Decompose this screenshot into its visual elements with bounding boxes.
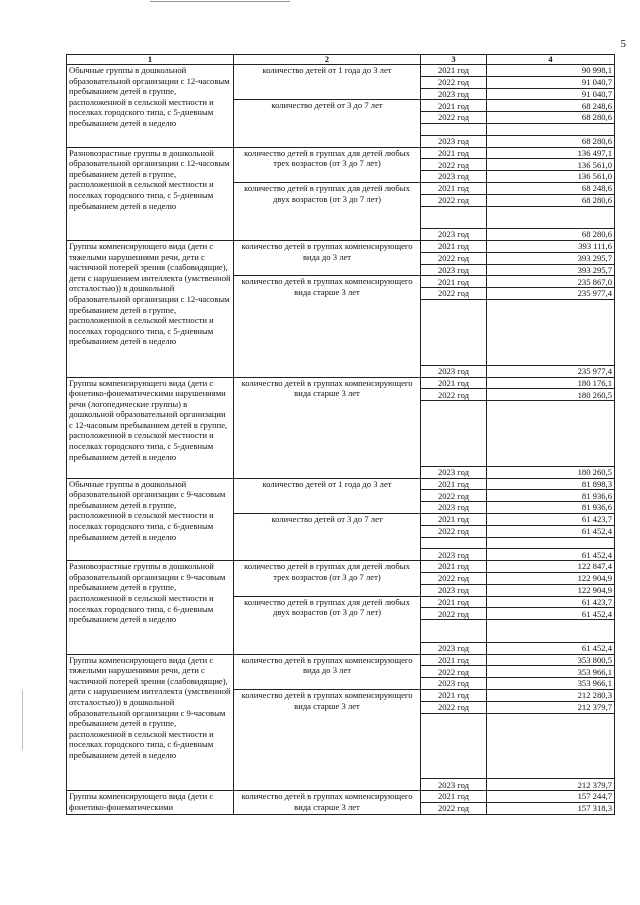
value-cell-empty: [487, 768, 615, 779]
value-cell-empty: [487, 537, 615, 549]
group-category: Группы компенсирующего вида (дети с тяжелыми нарушениями речи, дети с частичной потерей зрения (слабовидящие), дети с нарушением интеллекта (умственной отсталостью)) в дошкольной образовательной организации с 12-часовым пребыванием детей в группе, расположенной в сельской местности и поселках городского типа, с 5-дневным пребыванием детей в неделю: [67, 240, 234, 377]
value-cell-empty: [487, 311, 615, 322]
year-cell: 2022 год: [421, 159, 487, 171]
year-cell-empty: [421, 735, 487, 746]
value-cell: 61 452,4: [487, 642, 615, 654]
value-cell: 212 379,7: [487, 779, 615, 791]
indicator-cell: количество детей в группах для детей любых двух возрастов (от 3 до 7 лет): [234, 596, 421, 654]
value-cell: 180 260,5: [487, 389, 615, 401]
table-row: [67, 377, 615, 389]
value-cell: 81 936,6: [487, 490, 615, 502]
year-cell: 2022 год: [421, 701, 487, 713]
group-category: Разновозрастные группы в дошкольной образовательной организации с 9-часовым пребыванием детей в группе, расположенной в сельской местности и поселках городского типа, с 6-дневным пребыванием детей в неделю: [67, 561, 234, 654]
indicator-cell: количество детей в группах для детей любых трех возрастов (от 3 до 7 лет): [234, 147, 421, 182]
year-cell-empty: [421, 631, 487, 642]
year-cell: 2022 год: [421, 252, 487, 264]
value-cell-empty: [487, 322, 615, 333]
value-cell: 68 280,6: [487, 135, 615, 147]
year-cell: 2022 год: [421, 389, 487, 401]
year-cell-empty: [421, 354, 487, 365]
year-cell-empty: [421, 713, 487, 724]
value-cell: 61 452,4: [487, 525, 615, 537]
year-cell: 2023 год: [421, 779, 487, 791]
year-cell: 2022 год: [421, 573, 487, 585]
value-cell-empty: [487, 746, 615, 757]
value-cell-empty: [487, 206, 615, 217]
column-header: 2: [234, 55, 421, 65]
year-cell-empty: [421, 455, 487, 466]
table-row: [67, 654, 615, 666]
year-cell-empty: [421, 768, 487, 779]
value-cell: 68 280,6: [487, 194, 615, 206]
year-cell: 2023 год: [421, 229, 487, 241]
year-cell: 2023 год: [421, 678, 487, 690]
value-cell-empty: [487, 423, 615, 434]
year-cell-empty: [421, 343, 487, 354]
year-cell: 2021 год: [421, 65, 487, 77]
group-category: Обычные группы в дошкольной образовательной организации с 9-часовым пребыванием детей в группе, расположенной в сельской местности и поселках городского типа, с 6-дневным пребыванием детей в неделю: [67, 478, 234, 561]
year-cell: 2022 год: [421, 112, 487, 124]
table-row: [67, 561, 615, 573]
value-cell: 180 176,1: [487, 377, 615, 389]
value-cell: 90 998,1: [487, 65, 615, 77]
year-cell: 2022 год: [421, 525, 487, 537]
value-cell-empty: [487, 444, 615, 455]
indicator-cell: количество детей от 3 до 7 лет: [234, 514, 421, 561]
value-cell-empty: [487, 401, 615, 412]
year-cell: 2022 год: [421, 490, 487, 502]
year-cell: 2023 год: [421, 264, 487, 276]
year-cell: 2022 год: [421, 608, 487, 620]
indicator-cell: количество детей в группах для детей любых трех возрастов (от 3 до 7 лет): [234, 561, 421, 596]
indicator-cell: количество детей в группах компенсирующего вида до 3 лет: [234, 240, 421, 275]
year-cell-empty: [421, 746, 487, 757]
group-category: Группы компенсирующего вида (дети с фонетико-фонематическими: [67, 791, 234, 815]
value-cell-empty: [487, 299, 615, 310]
year-cell-empty: [421, 434, 487, 445]
scan-artifact-line: [22, 690, 23, 750]
year-cell-empty: [421, 724, 487, 735]
column-header: 3: [421, 55, 487, 65]
year-cell-empty: [421, 423, 487, 434]
year-cell: 2023 год: [421, 171, 487, 183]
value-cell: 157 244,7: [487, 791, 615, 803]
table-row: [67, 478, 615, 490]
year-cell: 2021 год: [421, 182, 487, 194]
year-cell-empty: [421, 412, 487, 423]
value-cell: 68 248,6: [487, 100, 615, 112]
value-cell: 61 423,7: [487, 596, 615, 608]
year-cell-empty: [421, 206, 487, 217]
value-cell: 353 966,1: [487, 666, 615, 678]
year-cell: 2023 год: [421, 584, 487, 596]
year-cell: 2023 год: [421, 365, 487, 377]
value-cell: 81 936,6: [487, 502, 615, 514]
value-cell: 61 423,7: [487, 514, 615, 526]
year-cell: 2022 год: [421, 666, 487, 678]
value-cell: 157 318,3: [487, 803, 615, 815]
value-cell: 353 800,5: [487, 654, 615, 666]
year-cell-empty: [421, 537, 487, 549]
indicator-cell: количество детей в группах компенсирующего вида старше 3 лет: [234, 791, 421, 815]
value-cell: 91 040,7: [487, 88, 615, 100]
year-cell: 2023 год: [421, 502, 487, 514]
value-cell: 68 280,6: [487, 229, 615, 241]
indicator-cell: количество детей в группах компенсирующего вида старше 3 лет: [234, 690, 421, 791]
value-cell: 353 966,1: [487, 678, 615, 690]
value-cell: 61 452,4: [487, 549, 615, 561]
value-cell: 212 379,7: [487, 701, 615, 713]
value-cell: 122 904,9: [487, 584, 615, 596]
indicator-cell: количество детей от 3 до 7 лет: [234, 100, 421, 147]
value-cell: 122 904,9: [487, 573, 615, 585]
year-cell: 2021 год: [421, 690, 487, 702]
value-cell: 122 847,4: [487, 561, 615, 573]
value-cell-empty: [487, 757, 615, 768]
year-cell: 2021 год: [421, 100, 487, 112]
year-cell: 2022 год: [421, 803, 487, 815]
indicator-cell: количество детей от 1 года до 3 лет: [234, 478, 421, 513]
value-cell: 68 280,6: [487, 112, 615, 124]
value-cell: 68 248,6: [487, 182, 615, 194]
indicator-cell: количество детей в группах компенсирующего вида до 3 лет: [234, 654, 421, 689]
value-cell-empty: [487, 434, 615, 445]
value-cell: 136 497,1: [487, 147, 615, 159]
value-cell-empty: [487, 631, 615, 642]
value-cell-empty: [487, 332, 615, 343]
table-body: [67, 65, 615, 815]
value-cell-empty: [487, 735, 615, 746]
table-row: [67, 147, 615, 159]
year-cell-empty: [421, 322, 487, 333]
value-cell: 136 561,0: [487, 171, 615, 183]
value-cell: 136 561,0: [487, 159, 615, 171]
group-category: Группы компенсирующего вида (дети с фонетико-фонематическими нарушениями речи (логопедические группы) в дошкольной образовательной организации с 12-часовым пребыванием детей в группе, расположенной в сельской местности и поселках городского типа, с 5-дневным пребыванием детей в неделю: [67, 377, 234, 478]
value-cell: 393 295,7: [487, 252, 615, 264]
value-cell: 81 898,3: [487, 478, 615, 490]
year-cell-empty: [421, 444, 487, 455]
page-number: 5: [620, 38, 626, 50]
group-category: Группы компенсирующего вида (дети с тяжелыми нарушениями речи, дети с частичной потерей зрения (слабовидящие), дети с нарушением интеллекта (умственной отсталостью)) в дошкольной образовательной организации с 9-часовым пребыванием детей в группе, расположенной в сельской местности и поселках городского типа, с 6-дневным пребыванием детей в неделю: [67, 654, 234, 791]
year-cell: 2021 год: [421, 561, 487, 573]
year-cell-empty: [421, 217, 487, 228]
year-cell: 2021 год: [421, 514, 487, 526]
year-cell-empty: [421, 757, 487, 768]
value-cell: 235 867,0: [487, 276, 615, 288]
year-cell: 2023 год: [421, 466, 487, 478]
value-cell-empty: [487, 455, 615, 466]
group-category: Обычные группы в дошкольной образовательной организации с 12-часовым пребыванием детей в группе, расположенной в сельской местности и поселках городского типа, с 5-дневным пребыванием детей в неделю: [67, 65, 234, 148]
value-cell-empty: [487, 354, 615, 365]
tariff-table: [66, 54, 615, 815]
value-cell: 393 111,6: [487, 240, 615, 252]
year-cell-empty: [421, 401, 487, 412]
value-cell: 393 295,7: [487, 264, 615, 276]
value-cell-empty: [487, 724, 615, 735]
table-row: [67, 240, 615, 252]
value-cell-empty: [487, 620, 615, 631]
year-cell: 2022 год: [421, 76, 487, 88]
year-cell: 2021 год: [421, 654, 487, 666]
table-row: [67, 791, 615, 803]
value-cell-empty: [487, 343, 615, 354]
value-cell: 91 040,7: [487, 76, 615, 88]
year-cell: 2023 год: [421, 135, 487, 147]
year-cell: 2021 год: [421, 791, 487, 803]
year-cell: 2023 год: [421, 88, 487, 100]
value-cell: 212 280,3: [487, 690, 615, 702]
year-cell: 2021 год: [421, 276, 487, 288]
value-cell: 235 977,4: [487, 365, 615, 377]
group-category: Разновозрастные группы в дошкольной образовательной организации с 12-часовым пребыванием детей в группе, расположенной в сельской местности и поселках городского типа, с 5-дневным пребыванием детей в неделю: [67, 147, 234, 240]
value-cell-empty: [487, 123, 615, 135]
year-cell: 2021 год: [421, 478, 487, 490]
year-cell: 2022 год: [421, 288, 487, 300]
year-cell-empty: [421, 311, 487, 322]
column-header: 1: [67, 55, 234, 65]
year-cell: 2021 год: [421, 240, 487, 252]
scan-artifact-line: [150, 1, 290, 2]
table-header-row: [67, 55, 615, 65]
value-cell: 235 977,4: [487, 288, 615, 300]
year-cell-empty: [421, 620, 487, 631]
indicator-cell: количество детей от 1 года до 3 лет: [234, 65, 421, 100]
year-cell: 2023 год: [421, 642, 487, 654]
indicator-cell: количество детей в группах компенсирующего вида старше 3 лет: [234, 377, 421, 478]
value-cell: 180 260,5: [487, 466, 615, 478]
year-cell: 2021 год: [421, 377, 487, 389]
value-cell: 61 452,4: [487, 608, 615, 620]
column-header: 4: [487, 55, 615, 65]
year-cell: 2022 год: [421, 194, 487, 206]
value-cell-empty: [487, 217, 615, 228]
year-cell: 2021 год: [421, 147, 487, 159]
indicator-cell: количество детей в группах компенсирующего вида старше 3 лет: [234, 276, 421, 377]
year-cell-empty: [421, 332, 487, 343]
table-row: [67, 65, 615, 77]
value-cell-empty: [487, 412, 615, 423]
year-cell: 2023 год: [421, 549, 487, 561]
year-cell: 2021 год: [421, 596, 487, 608]
value-cell-empty: [487, 713, 615, 724]
year-cell-empty: [421, 123, 487, 135]
indicator-cell: количество детей в группах для детей любых двух возрастов (от 3 до 7 лет): [234, 182, 421, 240]
year-cell-empty: [421, 299, 487, 310]
